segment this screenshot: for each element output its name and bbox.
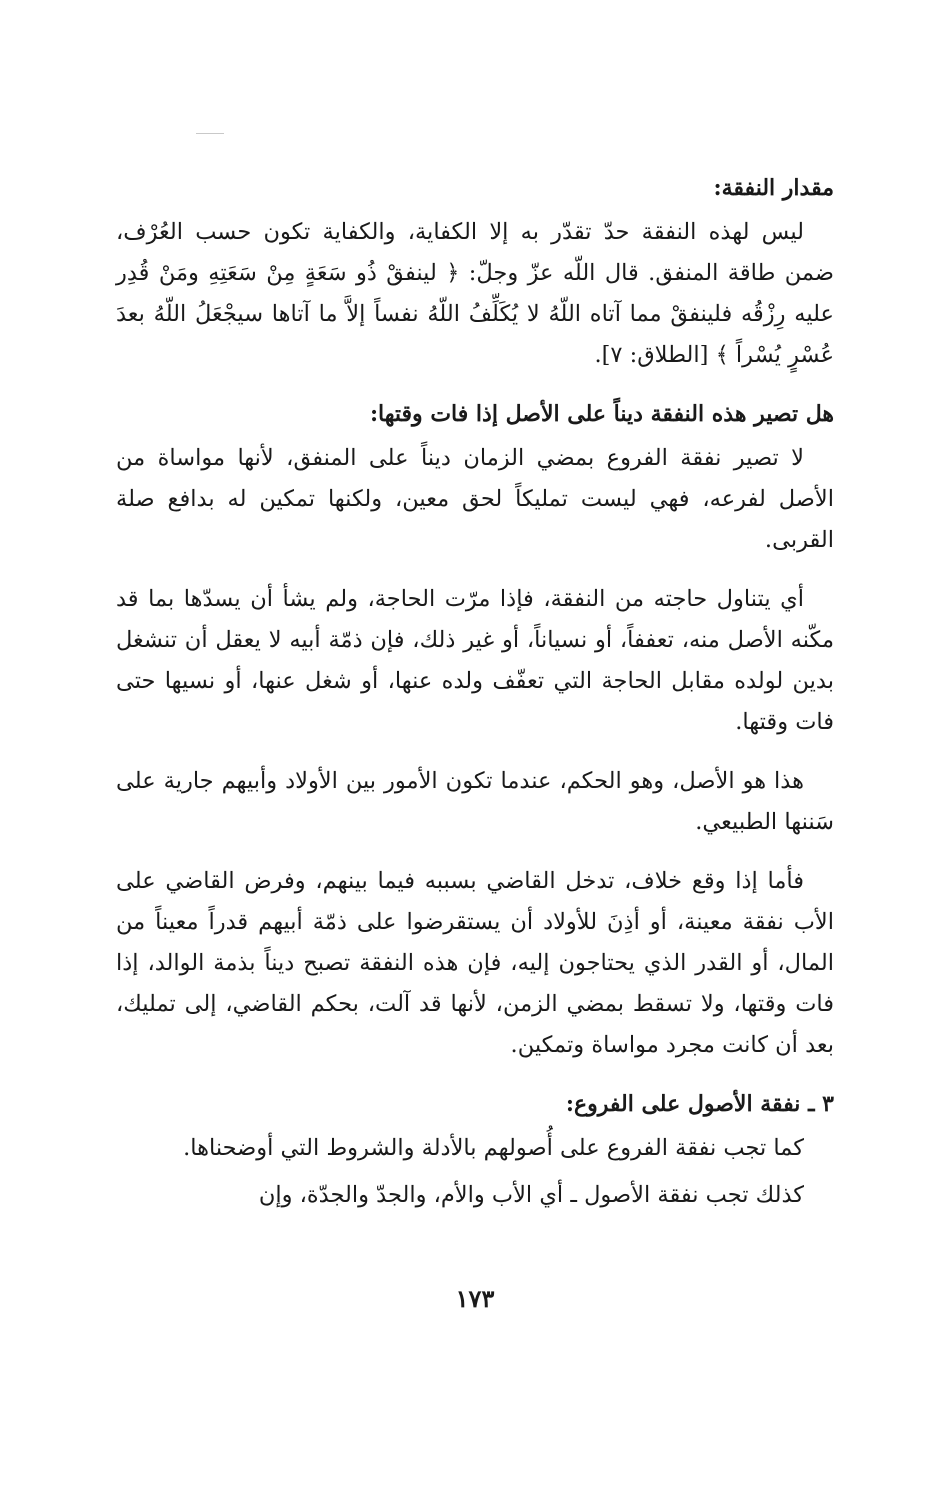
paragraph: ليس لهذه النفقة حدّ تقدّر به إلا الكفاية، والكفاية تكون حسب العُرْف، ضمن طاقة المنفق. قال اللّه عزّ وجلّ: ﴿ لينفقْ ذُو سَعَةٍ مِنْ سَعَتِهِ ومَنْ قُدِر عليه رِزْقُه فلينفقْ مما آتاه اللّهُ لا يُكَلِّفُ اللّهُ نفساً إلاَّ ما آتاها سيجْعَلُ اللّهُ بعدَ عُسْرٍ يُسْراً ﴾ [الطلاق: ٧]. (116, 219, 834, 368)
paragraph: هذا هو الأصل، وهو الحكم، عندما تكون الأمور بين الأولاد وأبيهم جارية على سَننها الطبيعي. (116, 768, 834, 835)
section-heading-debt-question: هل تصير هذه النفقة ديناً على الأصل إذا فات وقتها: (369, 401, 834, 427)
section-heading-parents-support: ٣ ـ نفقة الأصول على الفروع: (565, 1091, 834, 1117)
page-number: ١٧٣ (455, 1284, 495, 1313)
scan-speck (196, 133, 224, 134)
paragraph: كما تجب نفقة الفروع على أُصولهم بالأدلة والشروط التي أوضحناها. (183, 1135, 804, 1161)
paragraph: فأما إذا وقع خلاف، تدخل القاضي بسببه فيما بينهم، وفرض القاضي على الأب نفقة معينة، أو أذِنَ للأولاد أن يستقرضوا على ذمّة أبيهم قدراً معيناً من المال، أو القدر الذي يحتاجون إليه، فإن هذه النفقة تصبح ديناً بذمة الوالد، إذا فات وقتها، ولا تسقط بمضي الزمن، لأنها قد آلت، بحكم القاضي، إلى تمليك، بعد أن كانت مجرد مواساة وتمكين. (116, 868, 834, 1058)
paragraph: كذلك تجب نفقة الأصول ـ أي الأب والأم، والجدّ والجدّة، وإن (258, 1182, 804, 1208)
text-column (116, 168, 834, 1234)
paragraph: لا تصير نفقة الفروع بمضي الزمان ديناً على المنفق، لأنها مواساة من الأصل لفرعه، فهي ليست تمليكاً لحق معين، ولكنها تمكين له بدافع صلة القربى. (116, 445, 834, 553)
paragraph: أي يتناول حاجته من النفقة، فإذا مرّت الحاجة، ولم يشأ أن يسدّها بما قد مكّنه الأصل منه، تعففاً، أو نسياناً، أو غير ذلك، فإن ذمّة أبيه لا يعقل أن تنشغل بدين لولده مقابل الحاجة التي تعفّف ولده عنها، أو شغل عنها، أو نسيها حتى فات وقتها. (116, 586, 834, 735)
section-heading-nafaqa-amount: مقدار النفقة: (713, 175, 834, 201)
